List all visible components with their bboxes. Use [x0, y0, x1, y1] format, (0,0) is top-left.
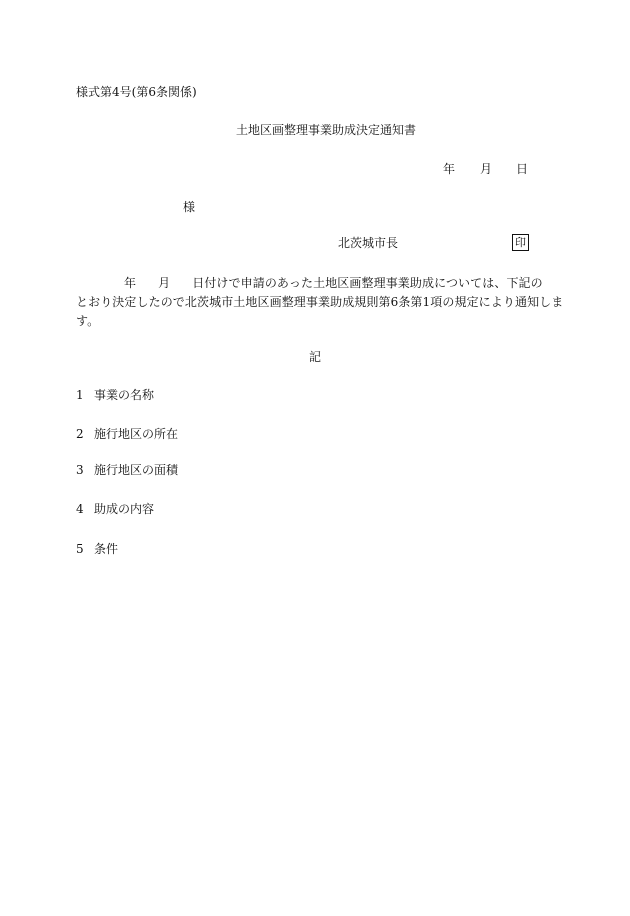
item-label: 施行地区の面積: [94, 463, 179, 477]
date-year-label: 年: [443, 162, 456, 176]
ki-heading: 記: [308, 350, 321, 364]
item-label: 施行地区の所在: [94, 427, 179, 441]
body-year-label: 年: [124, 276, 137, 290]
list-item: [76, 426, 178, 442]
list-item: [76, 462, 178, 478]
sender-name: 北茨城市長: [338, 236, 399, 250]
body-line-1-text: 日付けで申請のあった土地区画整理事業助成については、下記の: [192, 276, 543, 290]
body-paragraph: [76, 274, 564, 331]
item-label: 助成の内容: [94, 502, 155, 516]
item-label: 事業の名称: [94, 388, 155, 402]
body-line-1: [76, 274, 550, 293]
list-item: [76, 501, 154, 517]
body-line-2: とおり決定したので北茨城市土地区画整理事業助成規則第6条第1項の規定により通知しま: [76, 295, 564, 309]
item-number: 2: [76, 427, 84, 441]
item-number: 3: [76, 463, 84, 477]
list-item: [76, 541, 118, 557]
seal-mark: 印: [512, 234, 529, 251]
body-month-label: 月: [158, 276, 171, 290]
list-item: [76, 387, 154, 403]
document-title: 土地区画整理事業助成決定通知書: [235, 123, 416, 137]
addressee-suffix: 様: [183, 200, 196, 214]
item-label: 条件: [94, 542, 119, 556]
date-day-label: 日: [516, 162, 529, 176]
form-number: 様式第4号(第6条関係): [76, 85, 197, 99]
body-line-3: す。: [76, 314, 100, 328]
item-number: 1: [76, 388, 84, 402]
item-number: 5: [76, 542, 84, 556]
item-number: 4: [76, 502, 84, 516]
date-month-label: 月: [480, 162, 493, 176]
